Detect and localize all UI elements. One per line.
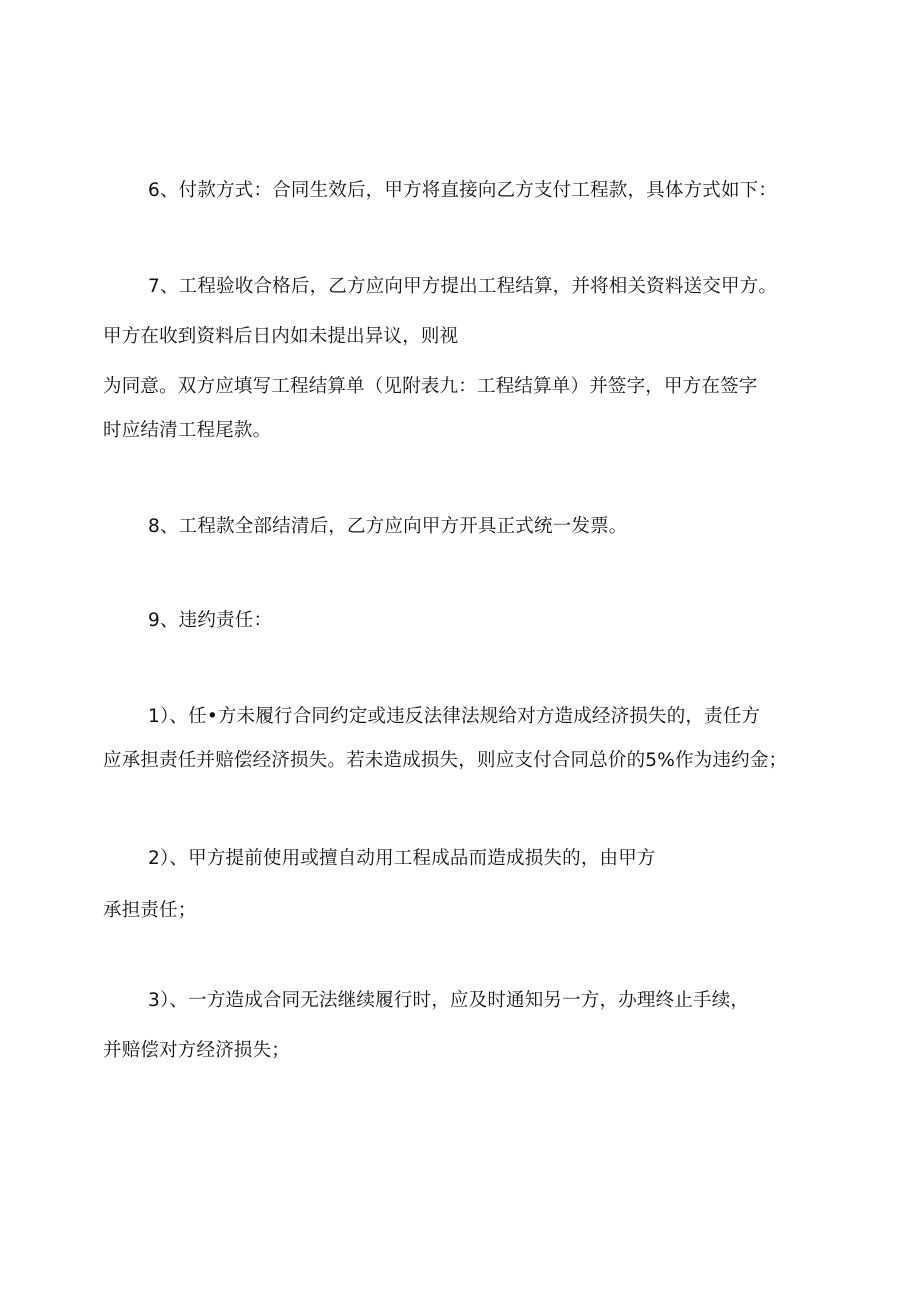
- clause-8-line-1: 8、工程款全部结清后，乙方应向甲方开具正式统一发票。: [148, 516, 628, 537]
- clause-7-line-1: 7、工程验收合格后，乙方应向甲方提出工程结算，并将相关资料送交甲方。: [148, 276, 778, 297]
- clause-9-item-2-line-1: 2）、甲方提前使用或擅自动用工程成品而造成损失的，由甲方: [148, 848, 656, 869]
- clause-9-heading: 9、违约责任：: [148, 610, 273, 631]
- clause-6-line-1: 6、付款方式：合同生效后，甲方将直接向乙方支付工程款，具体方式如下：: [148, 180, 778, 201]
- clause-7-line-2: 甲方在收到资料后日内如未提出异议，则视: [103, 326, 459, 347]
- clause-9-item-1-line-2: 应承担责任并赔偿经济损失。若未造成损失，则应支付合同总价的5%作为违约金；: [103, 750, 788, 771]
- clause-9-item-1-line-1: 1）、任•方未履行合同约定或违反法律法规给对方造成经济损失的，责任方: [148, 706, 761, 727]
- clause-7-line-3: 为同意。双方应填写工程结算单（见附表九：工程结算单）并签字，甲方在签字: [103, 376, 758, 397]
- clause-9-item-2-line-2: 承担责任；: [103, 900, 197, 921]
- clause-9-item-3-line-2: 并赔偿对方经济损失；: [103, 1040, 291, 1061]
- clause-9-item-3-line-1: 3）、一方造成合同无法继续履行时，应及时通知另一方，办理终止手续，: [148, 990, 750, 1011]
- clause-7-line-4: 时应结清工程尾款。: [103, 420, 272, 441]
